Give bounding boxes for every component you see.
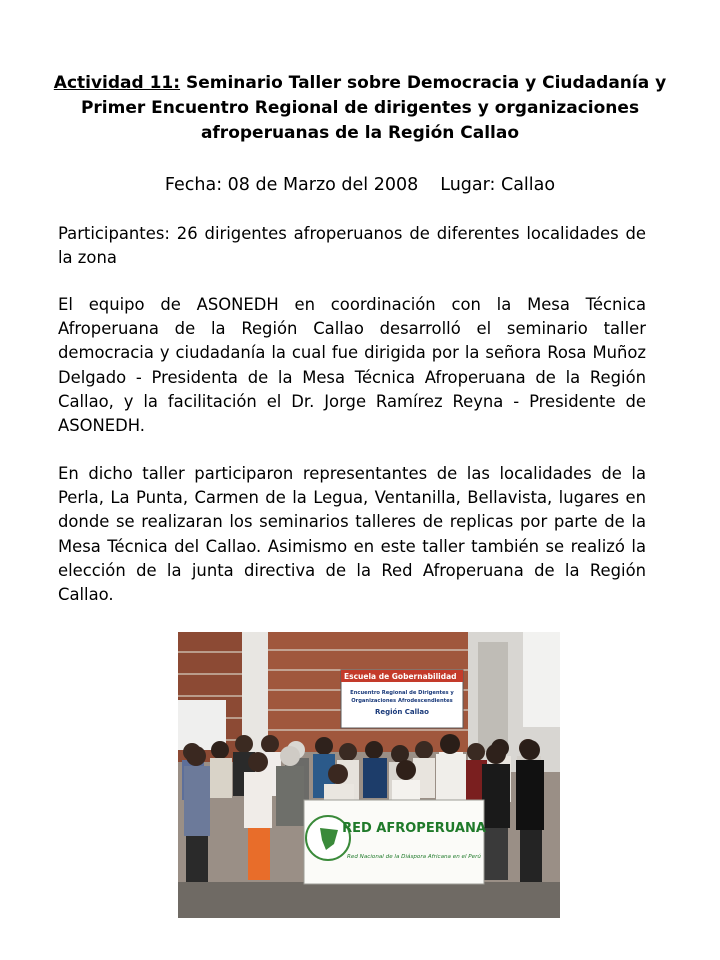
banner-title: RED AFROPERUANA [342, 821, 486, 836]
event-meta [40, 173, 680, 197]
sign-line-4: Región Callao [375, 708, 429, 716]
event-place: Lugar: Callao [440, 175, 556, 195]
page-title [40, 71, 680, 146]
description-paragraph: El equipo de ASONEDH en coordinación con la Mesa Técnica Afroperuana de la Región Callao desarrolló el seminario taller democracia y ciudadanía la cual fue dirigida por la señora Rosa Muñoz Delgado - Presidenta de la Mesa Técnica Afroperuana de la Región Callao, y la facilitación el Dr. Jorge Ramírez Reyna - Presidente de ASONEDH. [58, 295, 646, 436]
event-date: Fecha: 08 de Marzo del 2008 [164, 175, 419, 195]
banner-subtitle: Red Nacional de la Diáspora Africana en el Perú [347, 854, 481, 860]
sign-line-1: Escuela de Gobernabilidad [344, 672, 457, 681]
sign-line-2: Encuentro Regional de Dirigentes y [350, 690, 454, 696]
activity-label: Actividad 11: [53, 73, 181, 93]
group-photo [178, 632, 560, 918]
localities-paragraph: En dicho taller participaron representantes de las localidades de la Perla, La Punta, Carmen de la Legua, Ventanilla, Bellavista, lugares en donde se realizaran los seminarios talleres de replicas por parte de la Mesa Técnica del Callao. Asimismo en este taller también se realizó la elección de la junta directiva de la Red Afroperuana de la Región Callao. [58, 464, 646, 605]
participants-paragraph: Participantes: 26 dirigentes afroperuanos de diferentes localidades de la zona [58, 224, 646, 268]
activity-title: Seminario Taller sobre Democracia y Ciudadanía y Primer Encuentro Regional de dirigentes y organizaciones afroperuanas de la Región Callao [80, 73, 667, 143]
sign-line-3: Organizaciones Afrodescendientes [351, 698, 453, 704]
